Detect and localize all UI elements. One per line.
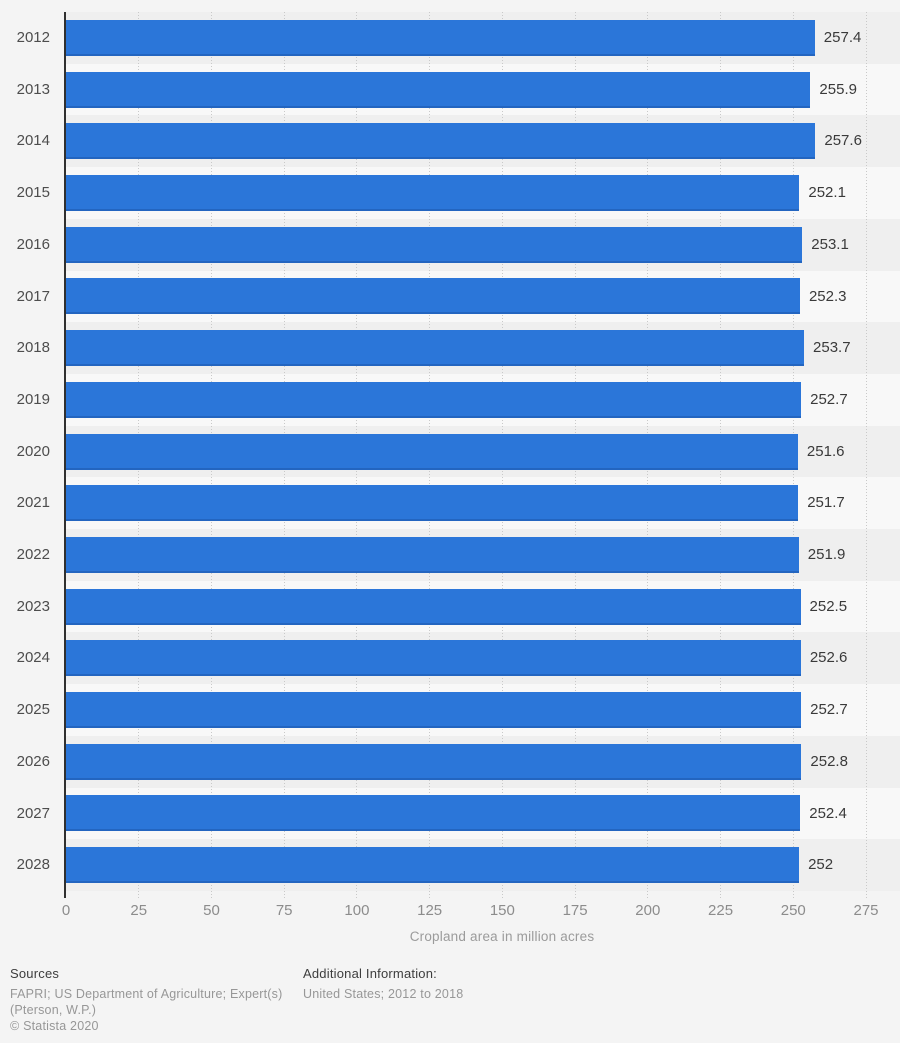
footer-additional-information (303, 966, 463, 1002)
category-label: 2028 (16, 856, 50, 874)
category-label: 2013 (16, 80, 50, 98)
value-label: 251.7 (807, 494, 845, 512)
value-label: 252 (808, 856, 834, 874)
copyright-line: © Statista 2020 (10, 1019, 99, 1033)
value-label: 252.6 (809, 649, 848, 667)
category-label: 2019 (16, 390, 50, 408)
category-label: 2020 (16, 442, 50, 460)
bar (66, 795, 800, 831)
value-label: 252.7 (810, 390, 848, 408)
x-tick-label: 275 (853, 902, 879, 919)
x-tick-label: 250 (780, 902, 806, 919)
bar (66, 744, 801, 780)
category-label: 2026 (16, 752, 50, 770)
category-label: 2024 (16, 649, 50, 667)
category-label: 2027 (16, 804, 50, 822)
value-label: 252.1 (808, 184, 846, 202)
bar (66, 20, 815, 56)
value-label: 257.4 (823, 29, 862, 46)
x-tick-label: 25 (130, 902, 148, 919)
value-label: 253.7 (813, 339, 851, 357)
x-tick-label: 125 (417, 902, 443, 919)
x-tick-label: 0 (61, 902, 71, 919)
bar (66, 72, 810, 108)
category-label: 2012 (16, 29, 50, 46)
bar (66, 278, 800, 314)
value-label: 251.9 (807, 546, 846, 564)
bar (66, 382, 801, 418)
gridline (866, 12, 867, 898)
category-label: 2016 (16, 235, 50, 253)
bar (66, 485, 798, 521)
x-tick-label: 200 (635, 902, 661, 919)
additional-info-line: United States; 2012 to 2018 (303, 987, 464, 1001)
category-label: 2018 (16, 339, 50, 357)
x-axis-title: Cropland area in million acres (409, 929, 595, 944)
sources-line: FAPRI; US Department of Agriculture; Expert(s) (10, 987, 283, 1001)
value-label: 251.6 (806, 442, 845, 460)
bar (66, 589, 801, 625)
value-label: 255.9 (819, 80, 857, 98)
category-label: 2025 (16, 701, 50, 719)
category-label: 2023 (16, 597, 50, 615)
bar (66, 847, 799, 883)
bar (66, 227, 802, 263)
value-label: 257.6 (824, 132, 862, 150)
x-tick-label: 100 (344, 902, 370, 919)
sources-title: Sources (10, 966, 60, 981)
category-label: 2021 (16, 494, 50, 512)
value-label: 252.8 (810, 752, 848, 770)
x-tick-label: 150 (489, 902, 515, 919)
category-label: 2015 (16, 184, 50, 202)
category-label: 2014 (16, 132, 50, 150)
value-label: 253.1 (811, 235, 849, 253)
bar (66, 434, 798, 470)
x-tick-label: 175 (562, 902, 588, 919)
bar (66, 692, 801, 728)
additional-info-title: Additional Information: (303, 966, 437, 981)
x-tick-label: 50 (203, 902, 220, 919)
value-label: 252.3 (808, 287, 847, 305)
bar (66, 537, 799, 573)
value-label: 252.4 (809, 804, 847, 822)
bar (66, 330, 804, 366)
bar (66, 175, 799, 211)
bar (66, 640, 801, 676)
plot-area (0, 12, 900, 891)
value-label: 252.7 (810, 701, 848, 719)
value-label: 252.5 (809, 597, 848, 615)
bar (66, 123, 815, 159)
x-tick-label: 225 (708, 902, 734, 919)
sources-line: (Pterson, W.P.) (10, 1003, 97, 1017)
footer-sources (10, 966, 283, 1034)
category-label: 2022 (16, 546, 50, 564)
category-label: 2017 (16, 287, 50, 305)
x-tick-label: 75 (275, 902, 293, 919)
